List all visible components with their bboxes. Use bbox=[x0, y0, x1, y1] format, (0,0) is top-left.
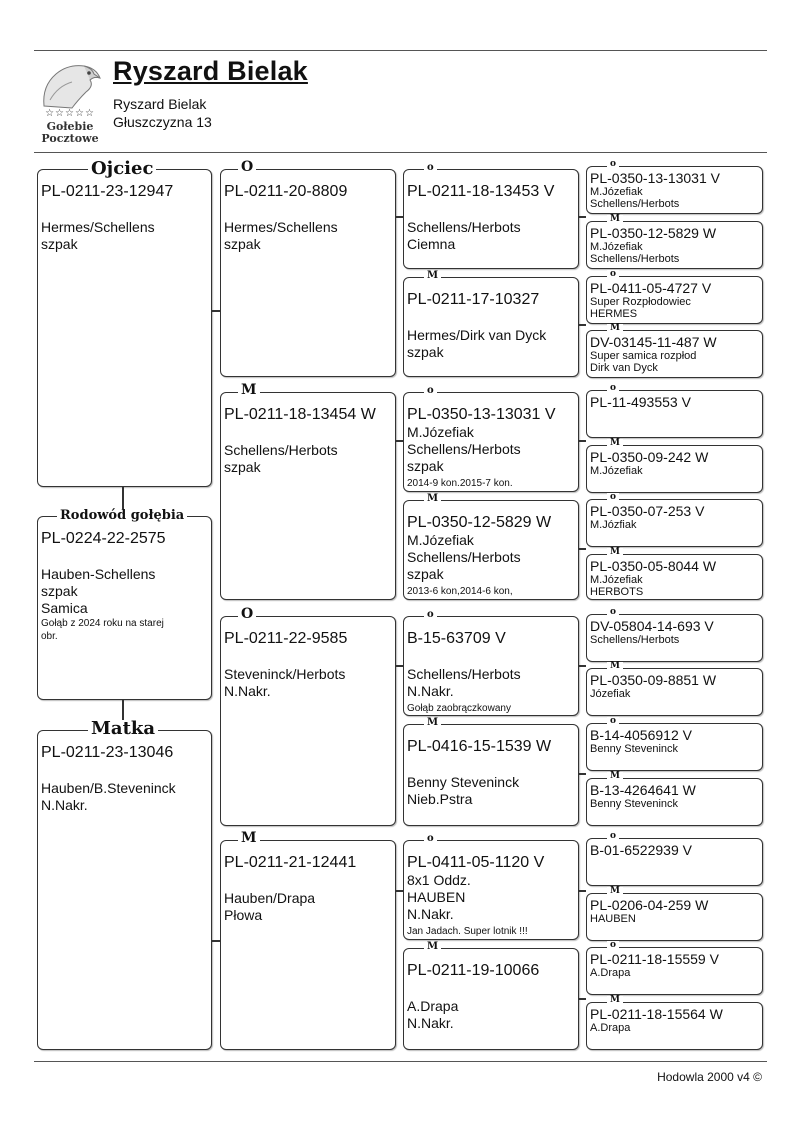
gen2-line: szpak bbox=[224, 236, 261, 252]
subject-line: Hauben-Schellens bbox=[41, 566, 156, 582]
gen2-sex-label: O bbox=[238, 607, 256, 621]
gen4-sex-label: M bbox=[607, 439, 623, 448]
gen3-line: M.Józefiak bbox=[407, 424, 474, 440]
gen4-sex-label: M bbox=[607, 772, 623, 781]
gen4-line: HERMES bbox=[590, 308, 638, 320]
pigeon-logo-icon bbox=[34, 56, 106, 114]
gen4-box[interactable] bbox=[586, 330, 763, 378]
gen4-ring: B-13-4264641 W bbox=[590, 782, 696, 798]
gen2-ring: PL-0211-20-8809 bbox=[224, 183, 348, 200]
gen4-box[interactable] bbox=[586, 893, 763, 941]
gen3-box[interactable] bbox=[403, 169, 579, 269]
gen3-box[interactable] bbox=[403, 724, 579, 826]
gen4-sex-label: o bbox=[607, 270, 619, 279]
gen4-line: Schellens/Herbots bbox=[590, 253, 680, 265]
mother-label: Matka bbox=[88, 720, 158, 738]
gen2-box[interactable] bbox=[220, 392, 396, 600]
gen4-ring: B-14-4056912 V bbox=[590, 727, 692, 743]
gen4-line: Dirk van Dyck bbox=[590, 362, 658, 374]
gen3-line: N.Nakr. bbox=[407, 683, 454, 699]
gen3-ring: PL-0350-13-13031 V bbox=[407, 406, 556, 423]
gen3-sex-label: o bbox=[424, 610, 437, 620]
gen2-box[interactable] bbox=[220, 169, 396, 377]
gen4-ring: PL-0211-18-15564 W bbox=[590, 1006, 723, 1022]
gen3-line: Nieb.Pstra bbox=[407, 791, 473, 807]
gen4-ring: PL-0350-13-13031 V bbox=[590, 170, 720, 186]
gen4-ring: PL-0350-09-8851 W bbox=[590, 672, 717, 688]
gen4-box[interactable] bbox=[586, 668, 763, 716]
gen4-box[interactable] bbox=[586, 723, 763, 771]
gen4-ring: PL-0206-04-259 W bbox=[590, 897, 709, 913]
logo-text-line2: Pocztowe bbox=[41, 132, 99, 145]
gen4-box[interactable] bbox=[586, 778, 763, 826]
father-box[interactable] bbox=[37, 169, 212, 487]
gen2-box[interactable] bbox=[220, 616, 396, 826]
gen3-note: 2013-6 kon,2014-6 kon, bbox=[407, 586, 513, 597]
gen4-line: A.Drapa bbox=[590, 967, 631, 979]
gen2-line: Schellens/Herbots bbox=[224, 442, 338, 458]
gen2-ring: PL-0211-21-12441 bbox=[224, 854, 357, 871]
gen4-line: HAUBEN bbox=[590, 913, 636, 925]
gen3-line: szpak bbox=[407, 344, 444, 360]
gen3-ring: PL-0211-19-10066 bbox=[407, 962, 540, 979]
gen3-line: szpak bbox=[407, 566, 444, 582]
gen2-line: szpak bbox=[224, 459, 261, 475]
gen4-box[interactable] bbox=[586, 276, 763, 324]
gen3-sex-label: M bbox=[424, 271, 441, 281]
gen4-line: Super samica rozpłod bbox=[590, 350, 697, 362]
gen4-sex-label: M bbox=[607, 996, 623, 1005]
gen4-ring: PL-0211-18-15559 V bbox=[590, 951, 719, 967]
subject-line: szpak bbox=[41, 583, 78, 599]
subject-note: obr. bbox=[41, 631, 58, 642]
gen2-line: Hermes/Schellens bbox=[224, 219, 338, 235]
gen3-sex-label: M bbox=[424, 942, 441, 952]
gen3-note: Jan Jadach. Super lotnik !!! bbox=[407, 926, 528, 937]
gen3-line: Schellens/Herbots bbox=[407, 549, 521, 565]
gen2-sex-label: M bbox=[238, 831, 260, 845]
gen3-line: Schellens/Herbots bbox=[407, 666, 521, 682]
father-label: Ojciec bbox=[88, 160, 156, 178]
gen2-line: N.Nakr. bbox=[224, 683, 271, 699]
subject-note: Gołąb z 2024 roku na starej bbox=[41, 618, 164, 629]
gen3-note: Gołąb zaobrączkowany bbox=[407, 703, 511, 714]
gen4-line: A.Drapa bbox=[590, 1022, 631, 1034]
gen2-ring: PL-0211-18-13454 W bbox=[224, 406, 376, 423]
gen4-line: Benny Steveninck bbox=[590, 798, 679, 810]
gen4-sex-label: o bbox=[607, 384, 619, 393]
gen4-sex-label: M bbox=[607, 324, 623, 333]
gen2-line: Płowa bbox=[224, 907, 263, 923]
subject-box[interactable] bbox=[37, 516, 212, 700]
gen3-sex-label: M bbox=[424, 494, 441, 504]
gen3-box[interactable] bbox=[403, 616, 579, 716]
gen3-sex-label: M bbox=[424, 718, 441, 728]
gen4-box[interactable] bbox=[586, 390, 763, 438]
gen4-sex-label: M bbox=[607, 215, 623, 224]
gen3-ring: PL-0211-18-13453 V bbox=[407, 183, 555, 200]
gen3-line: N.Nakr. bbox=[407, 1015, 454, 1031]
gen2-sex-label: O bbox=[238, 160, 256, 174]
gen3-sex-label: o bbox=[424, 386, 437, 396]
gen4-ring: PL-0411-05-4727 V bbox=[590, 280, 712, 296]
mother-line: Hauben/B.Steveninck bbox=[41, 780, 176, 796]
gen4-line: M.Józefiak bbox=[590, 241, 643, 253]
gen3-line: Benny Steveninck bbox=[407, 774, 520, 790]
gen4-ring: PL-0350-12-5829 W bbox=[590, 225, 717, 241]
mother-line: N.Nakr. bbox=[41, 797, 88, 813]
gen3-line: M.Józefiak bbox=[407, 532, 474, 548]
gen3-note: 2014-9 kon.2015-7 kon. bbox=[407, 478, 513, 489]
gen3-line: HAUBEN bbox=[407, 889, 466, 905]
gen4-box[interactable] bbox=[586, 614, 763, 662]
gen4-box[interactable] bbox=[586, 947, 763, 995]
gen3-line: 8x1 Oddz. bbox=[407, 872, 471, 888]
gen4-sex-label: o bbox=[607, 717, 619, 726]
gen2-sex-label: M bbox=[238, 383, 260, 397]
footer-credit: Hodowla 2000 v4 © bbox=[657, 1070, 762, 1084]
gen4-box[interactable] bbox=[586, 1002, 763, 1050]
gen3-line: Ciemna bbox=[407, 236, 456, 252]
gen3-line: szpak bbox=[407, 458, 444, 474]
gen4-ring: PL-0350-07-253 V bbox=[590, 503, 705, 519]
gen4-line: M.Józefiak bbox=[590, 574, 643, 586]
father-line: szpak bbox=[41, 236, 78, 252]
gen4-box[interactable] bbox=[586, 221, 763, 269]
gen4-line: Schellens/Herbots bbox=[590, 198, 680, 210]
gen3-box[interactable] bbox=[403, 277, 579, 377]
subject-label: Rodowód gołębia bbox=[57, 509, 187, 522]
gen4-ring: DV-05804-14-693 V bbox=[590, 618, 714, 634]
gen4-line: Schellens/Herbots bbox=[590, 634, 680, 646]
gen4-box[interactable] bbox=[586, 554, 763, 600]
gen4-line: Super Rozpłodowiec bbox=[590, 296, 691, 308]
gen3-line: Hermes/Dirk van Dyck bbox=[407, 327, 547, 343]
gen4-box[interactable] bbox=[586, 499, 763, 547]
gen4-line: Benny Steveninck bbox=[590, 743, 679, 755]
gen4-sex-label: o bbox=[607, 941, 619, 950]
gen2-line: Steveninck/Herbots bbox=[224, 666, 346, 682]
gen3-box[interactable] bbox=[403, 948, 579, 1050]
gen4-sex-label: o bbox=[607, 493, 619, 502]
gen3-ring: B-15-63709 V bbox=[407, 630, 506, 647]
logo bbox=[34, 56, 106, 148]
gen4-ring: PL-0350-09-242 W bbox=[590, 449, 709, 465]
gen4-sex-label: o bbox=[607, 160, 619, 169]
gen4-sex-label: M bbox=[607, 887, 623, 896]
gen3-box[interactable] bbox=[403, 840, 579, 940]
gen4-line: Józefiak bbox=[590, 688, 631, 700]
logo-text-line1: Gołebie bbox=[46, 120, 94, 133]
gen3-line: Schellens/Herbots bbox=[407, 441, 521, 457]
father-line: Hermes/Schellens bbox=[41, 219, 155, 235]
gen3-line: Schellens/Herbots bbox=[407, 219, 521, 235]
gen4-sex-label: M bbox=[607, 662, 623, 671]
gen4-line: HERBOTS bbox=[590, 586, 644, 598]
subject-ring: PL-0224-22-2575 bbox=[41, 530, 166, 547]
gen4-ring: DV-03145-11-487 W bbox=[590, 334, 717, 350]
mother-box[interactable] bbox=[37, 730, 212, 1050]
gen4-sex-label: M bbox=[607, 548, 623, 557]
gen3-line: A.Drapa bbox=[407, 998, 459, 1014]
owner-address-line1: Ryszard Bielak bbox=[113, 96, 207, 112]
gen3-box[interactable] bbox=[403, 392, 579, 492]
gen4-sex-label: o bbox=[607, 608, 619, 617]
gen4-ring: PL-11-493553 V bbox=[590, 394, 691, 410]
gen3-ring: PL-0350-12-5829 W bbox=[407, 514, 552, 531]
gen4-ring: PL-0350-05-8044 W bbox=[590, 558, 717, 574]
gen3-box[interactable] bbox=[403, 500, 579, 600]
gen4-sex-label: o bbox=[607, 832, 619, 841]
gen2-box[interactable] bbox=[220, 840, 396, 1050]
father-ring: PL-0211-23-12947 bbox=[41, 183, 174, 200]
owner-name: Ryszard Bielak bbox=[113, 56, 308, 86]
gen3-ring: PL-0411-05-1120 V bbox=[407, 854, 545, 871]
gen4-line: M.Józefiak bbox=[590, 186, 643, 198]
subject-line: Samica bbox=[41, 600, 88, 616]
gen4-box[interactable] bbox=[586, 166, 763, 214]
gen4-line: M.Józefiak bbox=[590, 465, 643, 477]
gen3-ring: PL-0211-17-10327 bbox=[407, 291, 540, 308]
gen2-line: Hauben/Drapa bbox=[224, 890, 316, 906]
gen3-line: N.Nakr. bbox=[407, 906, 454, 922]
gen3-sex-label: o bbox=[424, 834, 437, 844]
owner-address-line2: Głuszczyzna 13 bbox=[113, 114, 212, 130]
gen3-ring: PL-0416-15-1539 W bbox=[407, 738, 552, 755]
gen4-box[interactable] bbox=[586, 838, 763, 886]
gen2-ring: PL-0211-22-9585 bbox=[224, 630, 348, 647]
logo-stars: ☆☆☆☆☆ bbox=[45, 108, 95, 119]
mother-ring: PL-0211-23-13046 bbox=[41, 744, 174, 761]
gen4-line: M.Józfiak bbox=[590, 519, 637, 531]
gen3-sex-label: o bbox=[424, 163, 437, 173]
gen4-box[interactable] bbox=[586, 445, 763, 493]
gen4-ring: B-01-6522939 V bbox=[590, 842, 692, 858]
